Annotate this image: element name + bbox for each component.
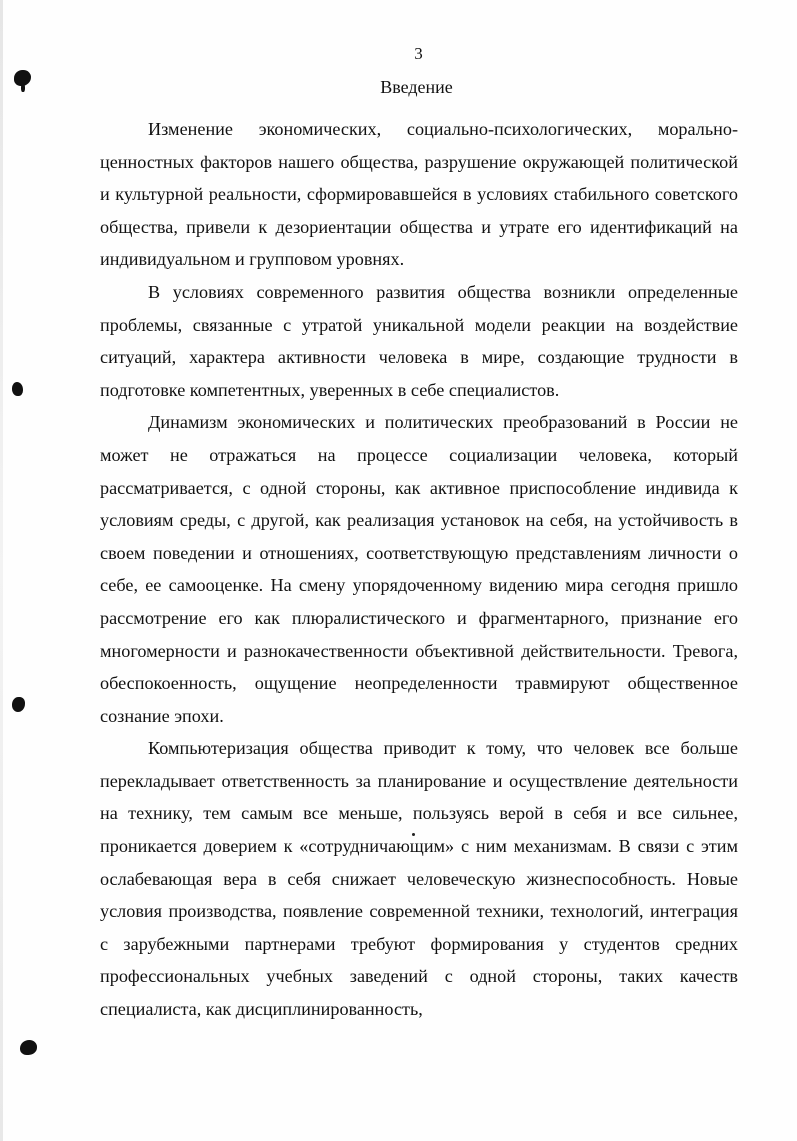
paragraph: В условиях современного развития общества возникли определенные проблемы, связанные с утратой уникальной модели реакции на воздействие ситуаций, характера активности человека в мире, создающие трудности в подготовке компетентных, уверенных в себе специалистов. — [100, 281, 738, 400]
ink-blot-mark — [20, 1040, 37, 1055]
body-text — [100, 113, 738, 1026]
paragraph: Изменение экономических, социально-психологических, морально-ценностных факторов нашего общества, разрушение окружающей политической и культурной реальности, сформировавшейся в условиях стабильного советского общества, привели к дезориентации общества и утрате его идентификаций на индивидуальном и групповом уровнях. — [100, 119, 738, 270]
scan-edge — [0, 0, 3, 1141]
paragraph: Динамизм экономических и политических преобразований в России не может не отражаться на процессе социализации человека, который рассматривается, с одной стороны, как активное приспособление индивида к условиям среды, с другой, как реализация установок на себя, на устойчивость в своем поведении и отношениях, соответствующую представлениям личности о себе, ее самооценке. На смену упорядоченному видению мира сегодня пришло рассмотрение его как плюралистического и фрагментарного, признание его многомерности и разнокачественности объективной действительности. Тревога, обеспокоенность, ощущение неопределенности травмируют общественное сознание эпохи. — [100, 412, 738, 726]
paragraph: Компьютеризация общества приводит к тому, что человек все больше перекладывает ответственность за планирование и осуществление деятельности на технику, тем самым все меньше, пользуясь верой в себя и все сильнее, проникается доверием к «сотрудничающим» с ним механизмам. В связи с этим ослабевающая вера в себя снижает человеческую жизнеспособность. Новые условия производства, появление современной техники, технологий, интеграция с зарубежными партнерами требуют формирования у студентов средних профессиональных учебных заведений с одной стороны, таких качеств специалиста, как дисциплинированность, — [100, 738, 738, 1020]
ink-blot-mark — [12, 697, 25, 712]
ink-blot-mark — [12, 382, 23, 396]
section-heading: Введение — [380, 77, 453, 97]
page-number: 3 — [414, 44, 423, 63]
